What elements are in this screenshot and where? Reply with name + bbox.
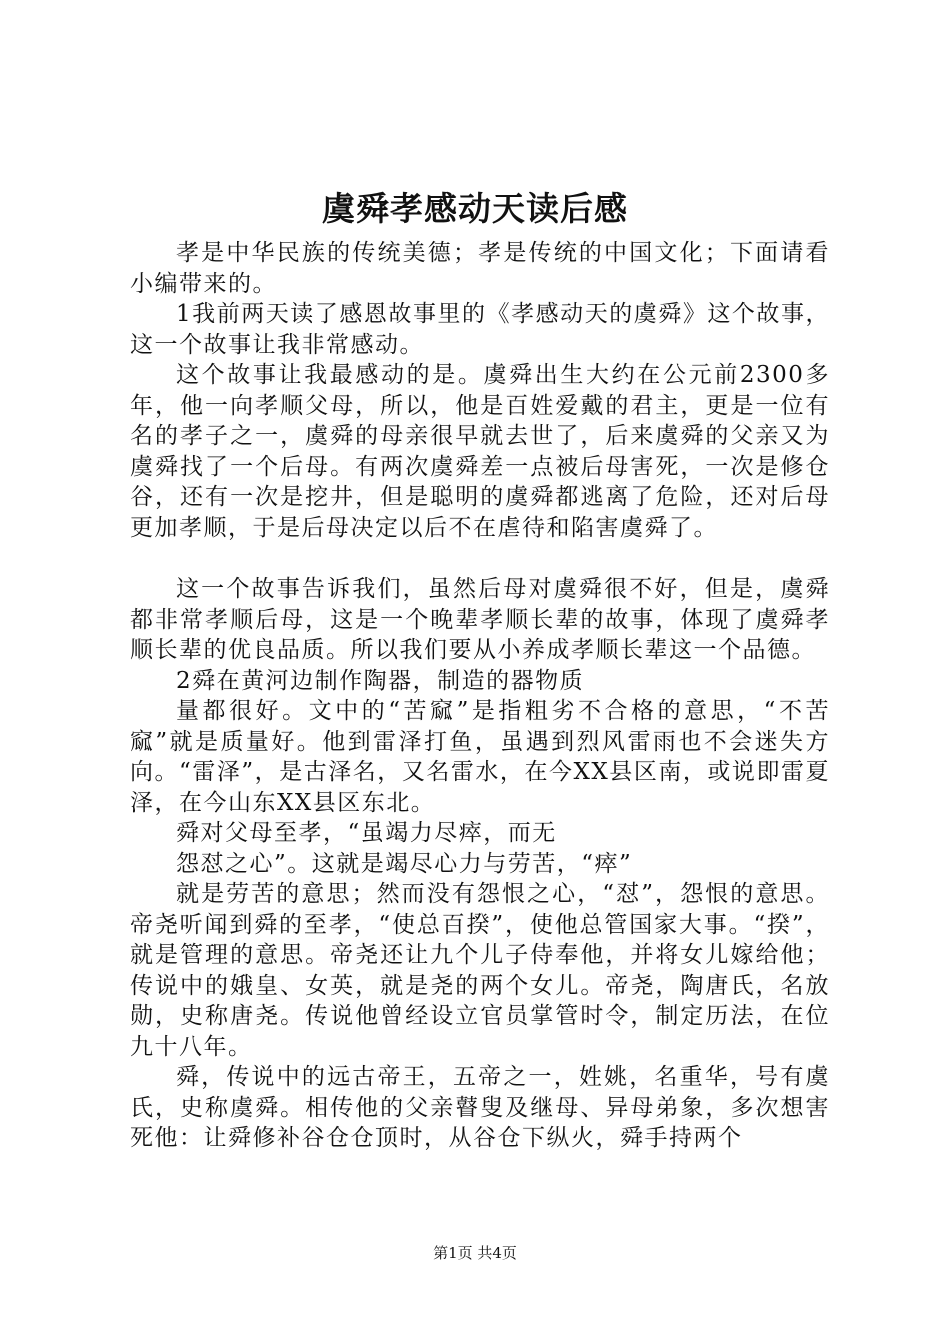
paragraph-intro: 孝是中华民族的传统美德；孝是传统的中国文化；下面请看小编带来的。 [130, 240, 830, 297]
document-title: 虞舜孝感动天读后感 [322, 189, 628, 228]
paragraph-4: 2舜在黄河边制作陶器，制造的器物质 [176, 667, 585, 694]
page-footer: 第1页 共4页 [433, 1244, 517, 1262]
paragraph-7: 怨怼之心”。这就是竭尽心力与劳苦，“瘁” [176, 850, 633, 877]
paragraph-2: 这个故事让我最感动的是。虞舜出生大约在公元前2300多年，他一向孝顺父母，所以，他是百姓爱戴的君主，更是一位有名的孝子之一，虞舜的母亲很早就去世了，后来虞舜的父亲又为虞舜找了一个后母。有两次虞舜差一点被后母害死，一次是修仓谷，还有一次是挖井，但是聪明的虞舜都逃离了危险，还对后母更加孝顺，于是后母决定以后不在虐待和陷害虞舜了。 [130, 362, 830, 541]
paragraph-1: 1我前两天读了感恩故事里的《孝感动天的虞舜》这个故事，这一个故事让我非常感动。 [130, 301, 830, 358]
paragraph-5: 量都很好。文中的“苦窳”是指粗劣不合格的意思，“不苦窳”就是质量好。他到雷泽打鱼，虽遇到烈风雷雨也不会迷失方向。“雷泽”，是古泽名，又名雷水，在今XX县区南，或说即雷夏泽，在今山东XX县区东北。 [130, 698, 830, 816]
document-body [130, 238, 830, 1154]
paragraph-3: 这一个故事告诉我们，虽然后母对虞舜很不好，但是，虞舜都非常孝顺后母，这是一个晚辈孝顺长辈的故事，体现了虞舜孝顺长辈的优良品质。所以我们要从小养成孝顺长辈这一个品德。 [130, 576, 830, 663]
paragraph-9: 舜，传说中的远古帝王，五帝之一，姓姚，名重华，号有虞氏，史称虞舜。相传他的父亲瞽叟及继母、异母弟象，多次想害死他：让舜修补谷仓仓顶时，从谷仓下纵火，舜手持两个 [130, 1064, 830, 1151]
paragraph-6: 舜对父母至孝，“虽竭力尽瘁，而无 [176, 820, 557, 846]
paragraph-8: 就是劳苦的意思；然而没有怨恨之心，“怼”，怨恨的意思。帝尧听闻到舜的至孝，“使总百揆”，使他总管国家大事。“揆”，就是管理的意思。帝尧还让九个儿子侍奉他，并将女儿嫁给他；传说中的娥皇、女英，就是尧的两个女儿。帝尧，陶唐氏，名放勋，史称唐尧。传说他曾经设立官员掌管时令，制定历法，在位九十八年。 [130, 881, 830, 1060]
paragraph-spacer [130, 543, 830, 574]
